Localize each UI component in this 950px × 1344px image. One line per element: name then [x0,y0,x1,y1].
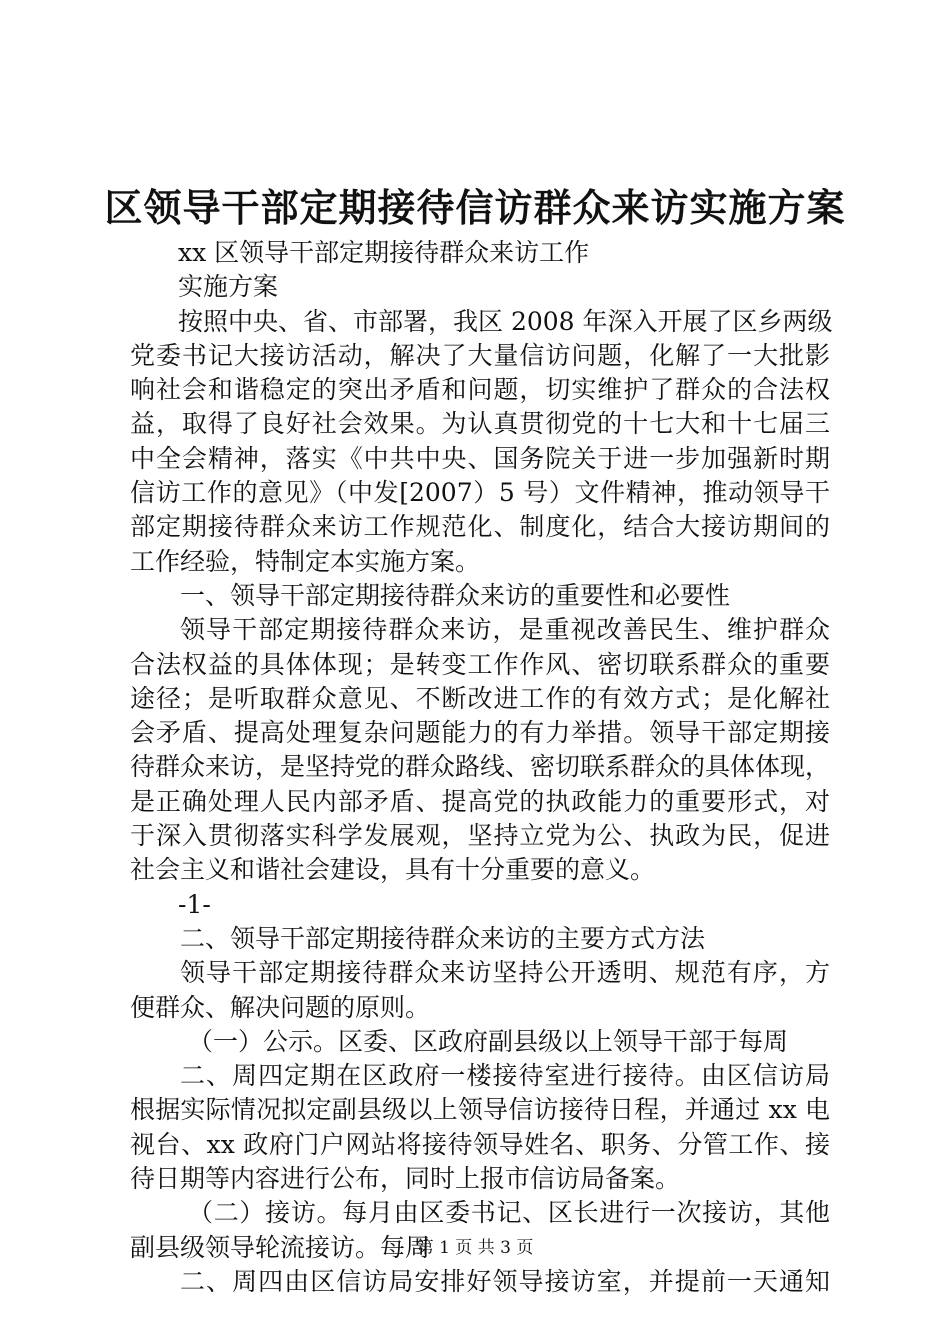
text-line: 二、周四定期在区政府一楼接待室进行接待。由区信访局 [180,1061,830,1091]
document-title: 区领导干部定期接待信访群众来访实施方案 [104,185,846,230]
text-line: 中全会精神，落实《中共中央、国务院关于进一步加强新时期 [130,443,830,473]
text-line: 视台、xx 政府门户网站将接待领导姓名、职务、分管工作、接 [130,1129,830,1159]
text-line: 是正确处理人民内部矛盾、提高党的执政能力的重要形式，对 [130,786,830,816]
text-line: 益，取得了良好社会效果。为认真贯彻党的十七大和十七届三 [130,409,830,439]
text-line: （一）公示。区委、区政府副县级以上领导干部于每周 [188,1026,789,1056]
text-line: 于深入贯彻落实科学发展观，坚持立党为公、执政为民，促进 [130,821,830,851]
text-line: 二、周四由区信访局安排好领导接访室，并提前一天通知 [180,1266,830,1296]
section-heading: 二、领导干部定期接待群众来访的主要方式方法 [180,923,706,953]
text-line: 待日期等内容进行公布，同时上报市信访局备案。 [130,1164,681,1194]
page-footer: 第 1 页 共 3 页 [416,1238,534,1258]
text-line: 社会主义和谐社会建设，具有十分重要的意义。 [130,855,656,885]
text-line: 按照中央、省、市部署，我区 2008 年深入开展了区乡两级 [178,306,833,336]
text-line: 合法权益的具体体现；是转变工作作风、密切联系群众的重要 [130,649,830,679]
text-line: 根据实际情况拟定副县级以上领导信访接待日程，并通过 xx 电 [130,1095,830,1125]
text-line: 会矛盾、提高处理复杂问题能力的有力举措。领导干部定期接 [130,718,830,748]
text-line: 实施方案 [178,272,279,302]
text-line: 领导干部定期接待群众来访坚持公开透明、规范有序，方 [180,958,830,988]
text-line: xx 区领导干部定期接待群众来访工作 [178,238,590,267]
text-line: 响社会和谐稳定的突出矛盾和问题，切实维护了群众的合法权 [130,375,830,405]
text-line: 工作经验，特制定本实施方案。 [130,546,481,576]
text-line: 领导干部定期接待群众来访，是重视改善民生、维护群众 [180,615,830,645]
text-line: 信访工作的意见》（中发[2007）5 号）文件精神，推动领导干 [130,478,830,508]
text-line: 党委书记大接访活动，解决了大量信访问题，化解了一大批影 [130,340,830,370]
text-line: 待群众来访，是坚持党的群众路线、密切联系群众的具体体现， [130,752,831,782]
text-line: 途径；是听取群众意见、不断改进工作的有效方式；是化解社 [130,683,830,713]
text-line: （二）接访。每月由区委书记、区长进行一次接访，其他 [188,1198,830,1228]
text-line: 便群众、解决问题的原则。 [130,992,431,1022]
section-heading: 一、领导干部定期接待群众来访的重要性和必要性 [180,580,731,610]
document-body [130,236,833,1299]
text-line: 部定期接待群众来访工作规范化、制度化，结合大接访期间的 [130,512,830,542]
page-marker: -1- [178,889,211,919]
text-line: 副县级领导轮流接访。每周 [130,1232,431,1262]
